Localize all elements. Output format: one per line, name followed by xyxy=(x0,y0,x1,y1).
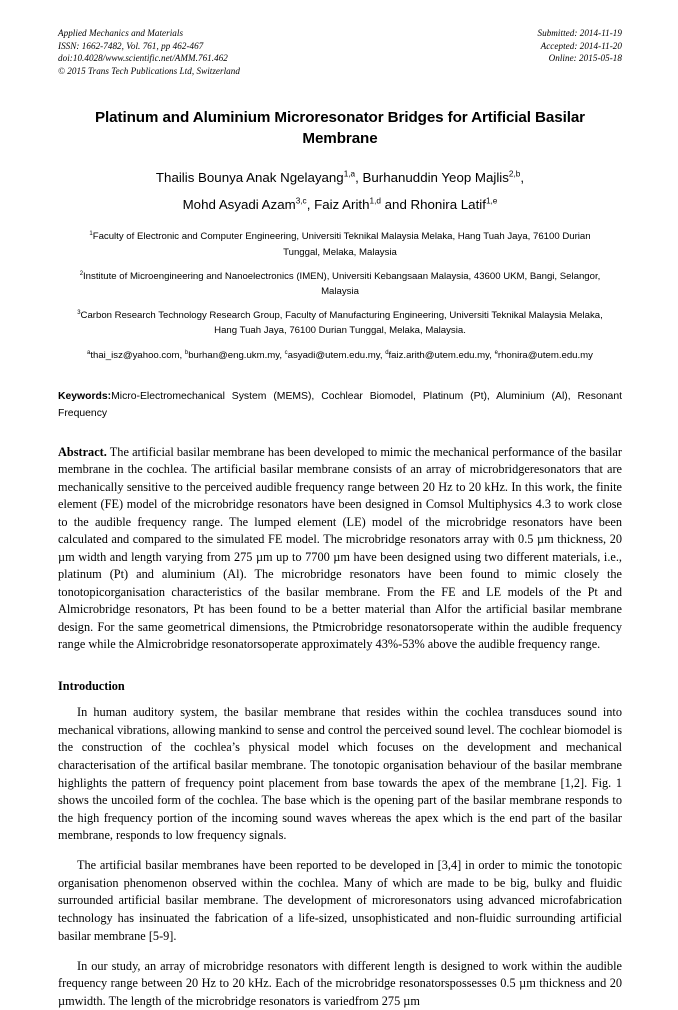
author-separator: , xyxy=(307,197,314,212)
email-marker: c xyxy=(285,349,288,355)
accepted-date: Accepted: 2014-11-20 xyxy=(538,40,622,53)
affiliation-marker: 2 xyxy=(80,271,83,277)
keywords-section xyxy=(58,388,622,423)
author-name: Mohd Asyadi Azam xyxy=(183,197,296,212)
author-separator: , xyxy=(355,170,362,185)
introduction-paragraph-3: In our study, an array of microbridge resonators with different length is designed to work within the audible frequency range between 20 Hz to 20 kHz. Each of the microbridge resonatorspossesses 0.5 µm thickness and 20 µmwidth. The length of the microbridge resonators is variedfrom 275 µm xyxy=(58,958,622,1010)
author-name: Burhanuddin Yeop Majlis xyxy=(363,170,509,185)
affiliation-item xyxy=(58,308,622,338)
introduction-paragraph-2: The artificial basilar membranes have been reported to be developed in [3,4] in order to mimic the tonotopic organisation phenomenon observed within the cochlea. Many of which are made to be big, bulky and fluidic surrounded artificial basilar membrane. The development of microresonators using advanced microfabrication technology has insinuated the fabrication of a life-sized, unsophisticated and non-fluidic surrounding artificial basilar membrane [5-9]. xyxy=(58,857,622,945)
abstract-label: Abstract. xyxy=(58,445,107,459)
keywords-label: Keywords: xyxy=(58,391,111,402)
author-affil-marker: 1,d xyxy=(370,197,381,206)
affiliation-marker: 3 xyxy=(77,310,80,316)
introduction-paragraph-1: In human auditory system, the basilar membrane that resides within the cochlea transduces sound into mechanical vibrations, allowing mankind to sense and control the perceived sound level. The cochlear biomodel is the construction of the cochlea’s physical model which focuses on the development and mechanical characterisation of the artifical basilar membrane. The tonotopic organisation behaviour of the basilar membrane highlights the pattern of frequency point placement from base towards the apex of the membrane [1,2]. Fig. 1 shows the uncoiled form of the cochlea. The base which is the opening part of the basilar membrane responds to the high frequency portion of the incoming sound waves whereas the apex which is the end part of the basilar membrane, responds to low frequency signals. xyxy=(58,704,622,845)
affiliation-text: Institute of Microengineering and Nanoelectronics (IMEN), Universiti Kebangsaan Malaysia, 43600 UKM, Bangi, Selangor, Malaysia xyxy=(83,271,600,297)
author-line-2 xyxy=(58,191,622,218)
author-line-1 xyxy=(58,164,622,191)
journal-name: Applied Mechanics and Materials xyxy=(58,27,240,40)
journal-copyright: © 2015 Trans Tech Publications Ltd, Switzerland xyxy=(58,65,240,78)
email-address[interactable]: thai_isz@yahoo.com, xyxy=(90,350,185,361)
author-name: Faiz Arith xyxy=(314,197,369,212)
email-address[interactable]: burhan@eng.ukm.my, xyxy=(188,350,284,361)
section-heading-introduction: Introduction xyxy=(58,678,622,694)
journal-header-right xyxy=(538,27,622,65)
email-marker: d xyxy=(385,349,388,355)
journal-header xyxy=(58,27,622,77)
author-name: Thailis Bounya Anak Ngelayang xyxy=(156,170,344,185)
email-address[interactable]: faiz.arith@utem.edu.my, xyxy=(389,350,495,361)
journal-doi: doi:10.4028/www.scientific.net/AMM.761.462 xyxy=(58,52,240,65)
author-separator: and xyxy=(381,197,411,212)
abstract-text: The artificial basilar membrane has been developed to mimic the mechanical performance of the basilar membrane in the cochlea. The artificial basilar membrane consists of an array of microbridgeresonators that are mechanically sensitive to the perceived audible frequency range between 20 Hz to 20 kHz. In this work, the finite element (FE) model of the microbridge resonators have been designed in Comsol Multiphysics 4.3 to work close to the audible frequency range. The lumped element (LE) model of the microbridge resonators have been calculated and compared to the simulated FE model. The microbridge resonators array with 0.5 µm thickness, 20 µm width and length varying from 275 µm up to 7700 µm have been designed using two different materials, i.e., platinum (Pt) and aluminium (Al). The microbridge resonators have been found to mimic closely the tonotopicorganisation characteristics of the basilar membrane. From the FE and LE models of the Pt and Almicrobridge resonators, Pt has been found to be a better material than Alfor the artificial basilar membrane design. For the same geometrical dimensions, the Ptmicrobridge resonatorsoperate within the audible frequency range while the Almicrobridge resonatorsoperate approximately 43%-53% above the audible frequency range. xyxy=(58,445,622,652)
affiliation-text: Carbon Research Technology Research Group, Faculty of Manufacturing Engineering, Universiti Teknikal Malaysia Melaka, Hang Tuah Jaya, 76100 Durian Tunggal, Melaka, Malaysia. xyxy=(81,310,603,336)
author-affil-marker: 2,b xyxy=(509,170,520,179)
author-affil-marker: 1,e xyxy=(486,197,497,206)
author-affil-marker: 1,a xyxy=(344,170,355,179)
journal-header-left xyxy=(58,27,240,77)
email-marker: a xyxy=(87,349,90,355)
email-marker: e xyxy=(495,349,498,355)
affiliation-item xyxy=(58,269,622,299)
affiliation-text: Faculty of Electronic and Computer Engineering, Universiti Teknikal Malaysia Melaka, Hang Tuah Jaya, 76100 Durian Tunggal, Melaka, Malaysia xyxy=(93,231,591,257)
email-list xyxy=(58,348,622,363)
affiliation-marker: 1 xyxy=(89,231,92,237)
keywords-text: Micro-Electromechanical System (MEMS), Cochlear Biomodel, Platinum (Pt), Aluminium (Al), Resonant Frequency xyxy=(58,391,622,420)
email-address[interactable]: rhonira@utem.edu.my xyxy=(498,350,593,361)
author-affil-marker: 3,c xyxy=(296,197,307,206)
email-marker: b xyxy=(185,349,188,355)
affiliation-item xyxy=(58,229,622,259)
email-address[interactable]: asyadi@utem.edu.my, xyxy=(288,350,386,361)
online-date: Online: 2015-05-18 xyxy=(538,52,622,65)
author-name: Rhonira Latif xyxy=(411,197,486,212)
submitted-date: Submitted: 2014-11-19 xyxy=(538,27,622,40)
journal-issn-volume: ISSN: 1662-7482, Vol. 761, pp 462-467 xyxy=(58,40,240,53)
author-list xyxy=(58,164,622,218)
page-title: Platinum and Aluminium Microresonator Bridges for Artificial Basilar Membrane xyxy=(67,108,613,149)
affiliation-list xyxy=(58,229,622,338)
abstract-section xyxy=(58,444,622,654)
author-separator: , xyxy=(520,170,524,185)
